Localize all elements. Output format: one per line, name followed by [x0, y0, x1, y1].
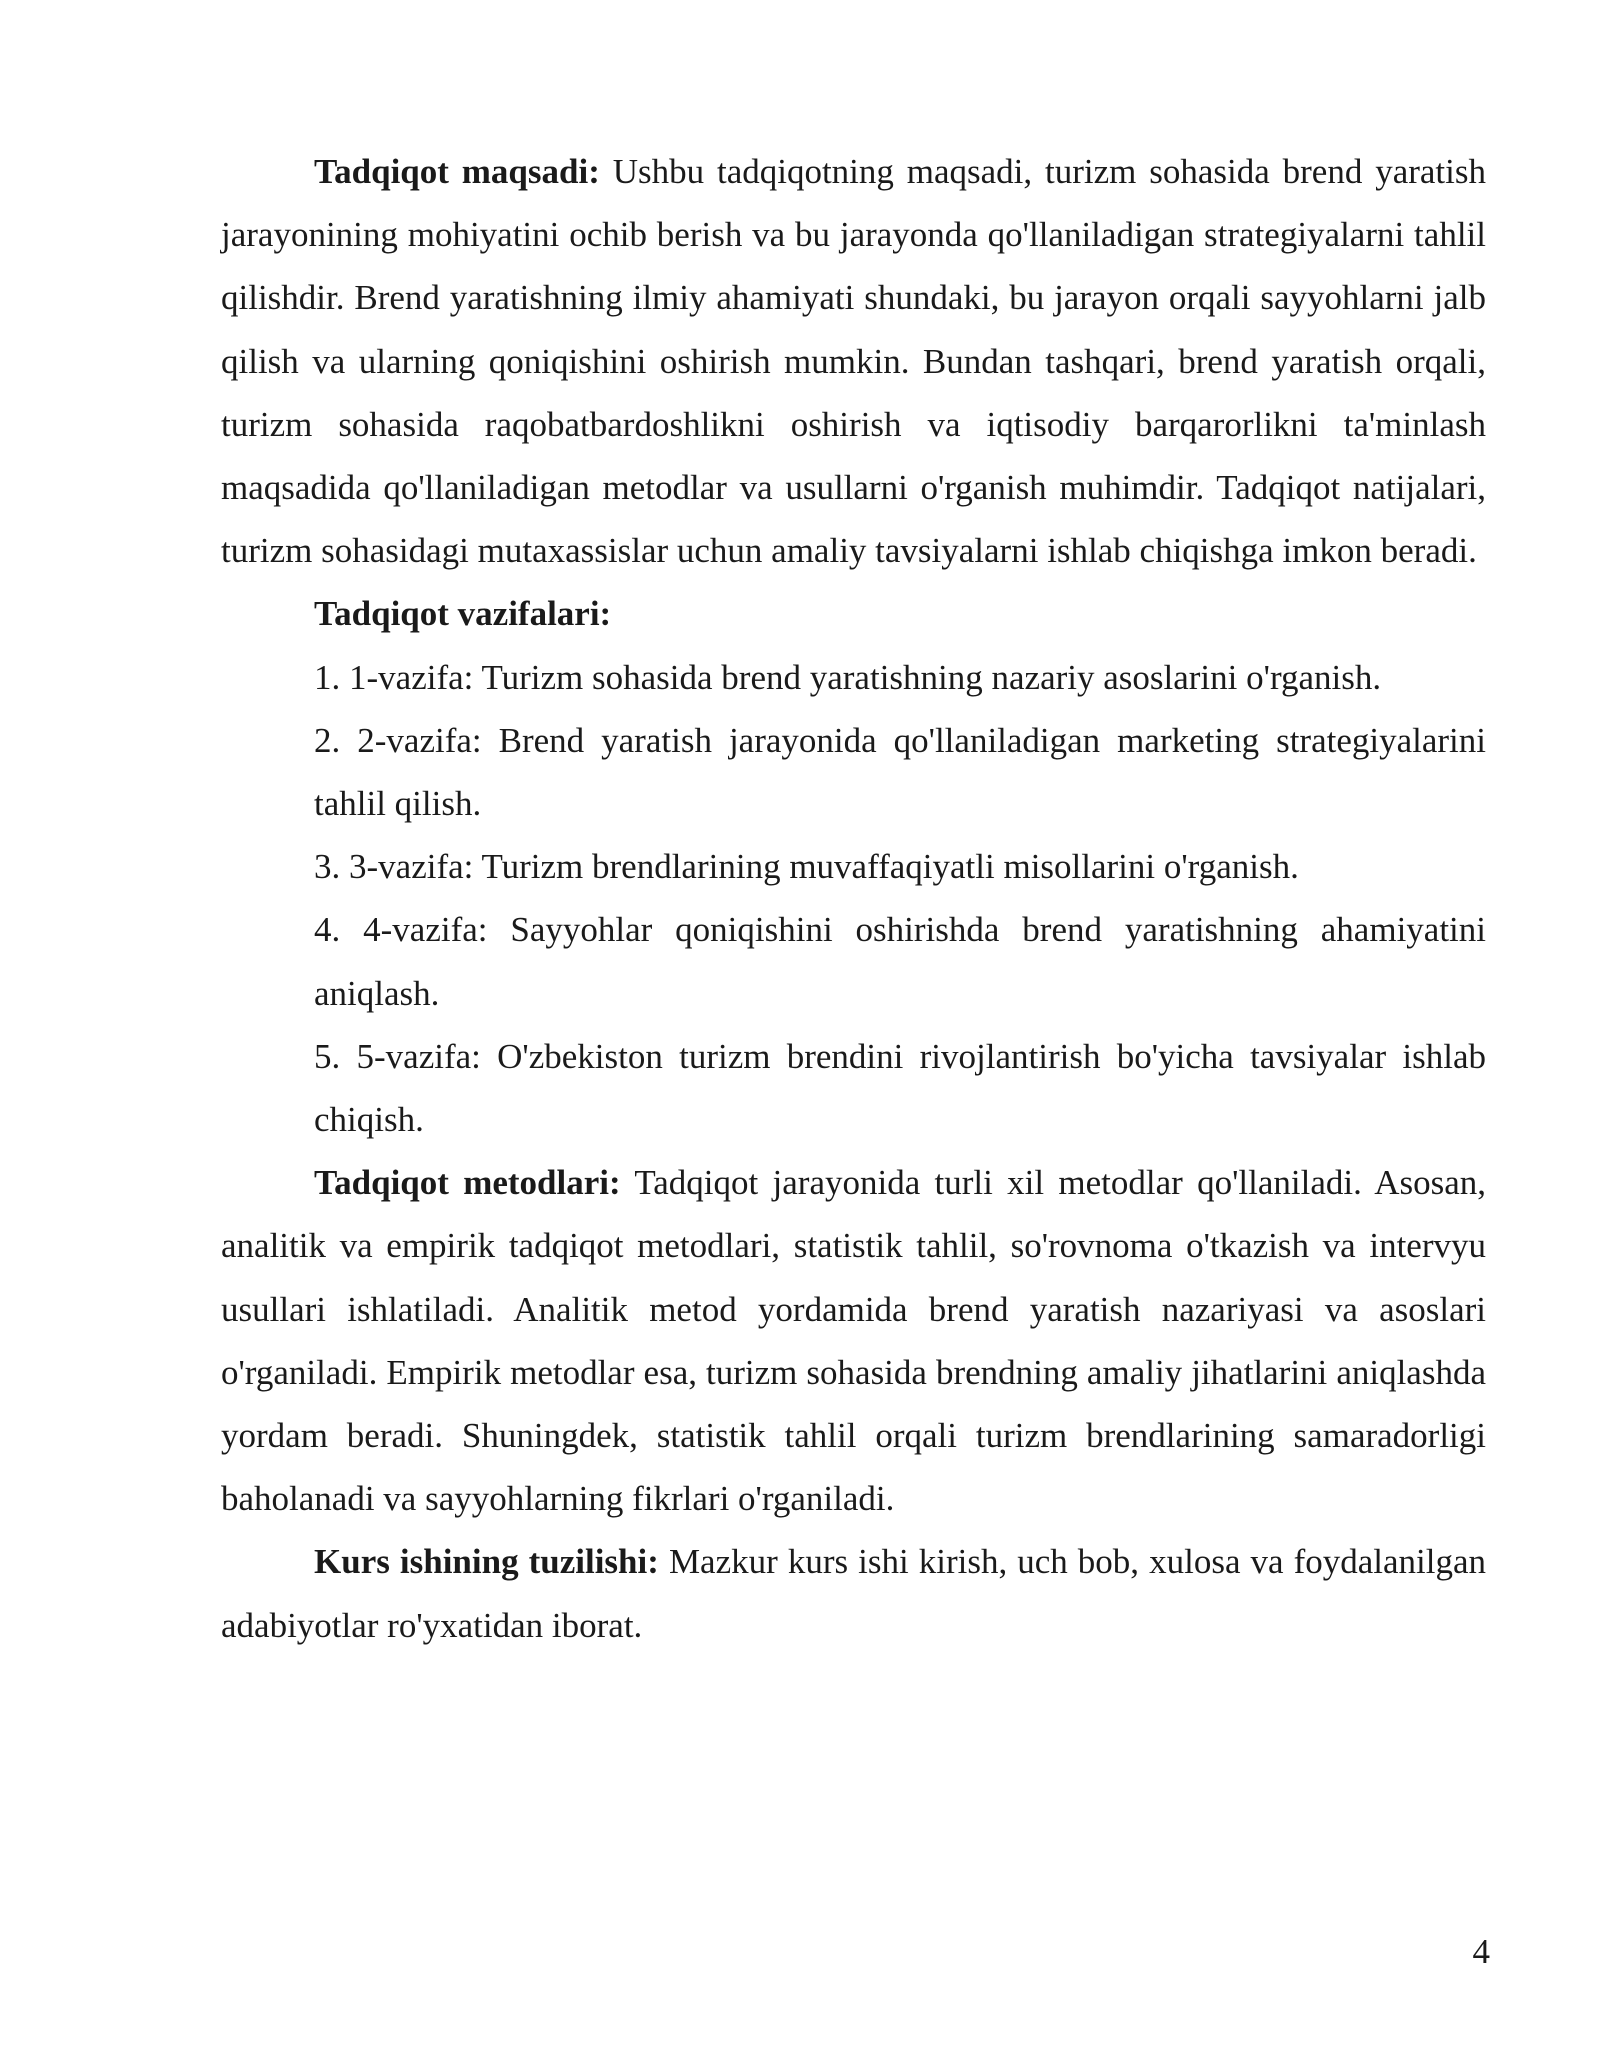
research-methods-paragraph: [221, 1151, 1486, 1530]
research-methods-text: Tadqiqot jarayonida turli xil metodlar qo'llaniladi. Asosan, analitik va empirik tadqiqot metodlari, statistik tahlil, so'rovnoma o'tkazish va intervyu usullari ishlatiladi. Analitik metod yordamida brend yaratish nazariyasi va asoslari o'rganiladi. Empirik metodlar esa, turizm sohasida brendning amaliy jihatlarini aniqlashda yordam beradi. Shuningdek, statistik tahlil orqali turizm brendlarining samaradorligi baholanadi va sayyohlarning fikrlari o'rganiladi.: [221, 1163, 1486, 1519]
course-structure-paragraph: [221, 1530, 1486, 1656]
task-item-3: 3. 3-vazifa: Turizm brendlarining muvaffaqiyatli misollarini o'rganish.: [314, 847, 1299, 887]
task-item-5: 5. 5-vazifa: O'zbekiston turizm brendini rivojlantirish bo'yicha tavsiyalar ishlab chiqish.: [314, 1036, 1486, 1140]
task-item-1: 1. 1-vazifa: Turizm sohasida brend yaratishning nazariy asoslarini o'rganish.: [314, 657, 1382, 697]
research-goal-text: Ushbu tadqiqotning maqsadi, turizm sohasida brend yaratish jarayonining mohiyatini ochib berish va bu jarayonda qo'llaniladigan strategiyalarni tahlil qilishdir. Brend yaratishning ilmiy ahamiyati shundaki, bu jarayon orqali sayyohlarni jalb qilish va ularning qoniqishini oshirish mumkin. Bundan tashqari, brend yaratish orqali, turizm sohasida raqobatbardoshlikni oshirish va iqtisodiy barqarorlikni ta'minlash maqsadida qo'llaniladigan metodlar va usullarni o'rganish muhimdir. Tadqiqot natijalari, turizm sohasidagi mutaxassislar uchun amaliy tavsiyalarni ishlab chiqishga imkon beradi.: [221, 152, 1486, 571]
research-goal-paragraph: [221, 140, 1486, 582]
research-methods-label: Tadqiqot metodlari:: [314, 1163, 621, 1203]
task-item-2: 2. 2-vazifa: Brend yaratish jarayonida qo'llaniladigan marketing strategiyalarini tahlil qilish.: [314, 720, 1486, 824]
research-tasks-heading: Tadqiqot vazifalari:: [314, 594, 612, 634]
course-structure-text: Mazkur kurs ishi kirish, uch bob, xulosa va foydalanilgan adabiyotlar ro'yxatidan iborat.: [221, 1542, 1487, 1645]
course-structure-label: Kurs ishining tuzilishi:: [314, 1542, 659, 1582]
task-item-4: 4. 4-vazifa: Sayyohlar qoniqishini oshirishda brend yaratishning ahamiyatini aniqlash.: [314, 910, 1486, 1013]
page-body: [221, 140, 1486, 1657]
page-number: 4: [1472, 1932, 1490, 1971]
research-goal-label: Tadqiqot maqsadi:: [314, 152, 600, 191]
